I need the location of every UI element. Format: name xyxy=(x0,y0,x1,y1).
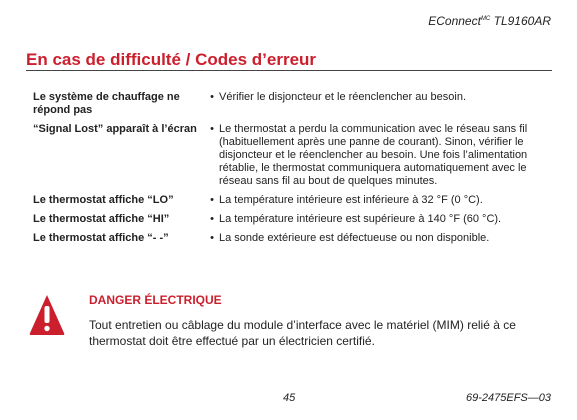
bullet-mark: • xyxy=(210,232,214,244)
problem-cell: Le thermostat affiche “LO” xyxy=(33,194,174,206)
warning-triangle-icon xyxy=(28,293,66,337)
bullet-mark: • xyxy=(210,213,214,225)
problem-cell: “Signal Lost” apparaît à l’écran xyxy=(33,123,197,135)
solution-cell: La température intérieure est inférieure à 32 °F (0 °C). xyxy=(219,194,483,206)
table-row xyxy=(33,123,538,188)
table-row xyxy=(33,194,538,207)
problem-cell: Le système de chauffage ne répond pas xyxy=(33,91,180,116)
table-row xyxy=(33,91,538,117)
solution-cell: La température intérieure est supérieure à 140 °F (60 °C). xyxy=(219,213,502,225)
page-title: En cas de difficulté / Codes d’erreur xyxy=(26,50,317,69)
table-row xyxy=(33,232,538,245)
document-number: 69-2475EFS—03 xyxy=(466,392,551,404)
bullet-mark: • xyxy=(210,123,214,135)
danger-title: DANGER ÉLECTRIQUE xyxy=(89,293,222,307)
brand-superscript: MC xyxy=(480,16,491,22)
problem-cell: Le thermostat affiche “HI” xyxy=(33,213,170,225)
problem-cell: Le thermostat affiche “- -” xyxy=(33,232,169,244)
table-row xyxy=(33,213,538,226)
troubleshooting-table xyxy=(33,91,538,251)
solution-cell: Le thermostat a perdu la communication avec le réseau sans fil (habituellement après une panne de courant). Sinon, vérifier le disjoncteur et le réenclencher au besoin. Une fois l’alimentation rétablie, le thermostat communiquera automatiquement avec le réseau sans fil au bout de quelques minutes. xyxy=(219,123,528,187)
bullet-mark: • xyxy=(210,91,214,103)
bullet-mark: • xyxy=(210,194,214,206)
solution-cell: La sonde extérieure est défectueuse ou non disponible. xyxy=(219,232,490,244)
header-product xyxy=(428,14,551,28)
title-divider xyxy=(26,70,552,71)
danger-text: Tout entretien ou câblage du module d’interface avec le matériel (MIM) relié à ce thermostat doit être effectué par un électricien certifié. xyxy=(89,318,516,348)
page-number: 45 xyxy=(283,392,296,404)
model-number: TL9160AR xyxy=(493,14,551,28)
brand-name: EConnect xyxy=(428,14,481,28)
solution-cell: Vérifier le disjoncteur et le réenclencher au besoin. xyxy=(219,91,467,103)
